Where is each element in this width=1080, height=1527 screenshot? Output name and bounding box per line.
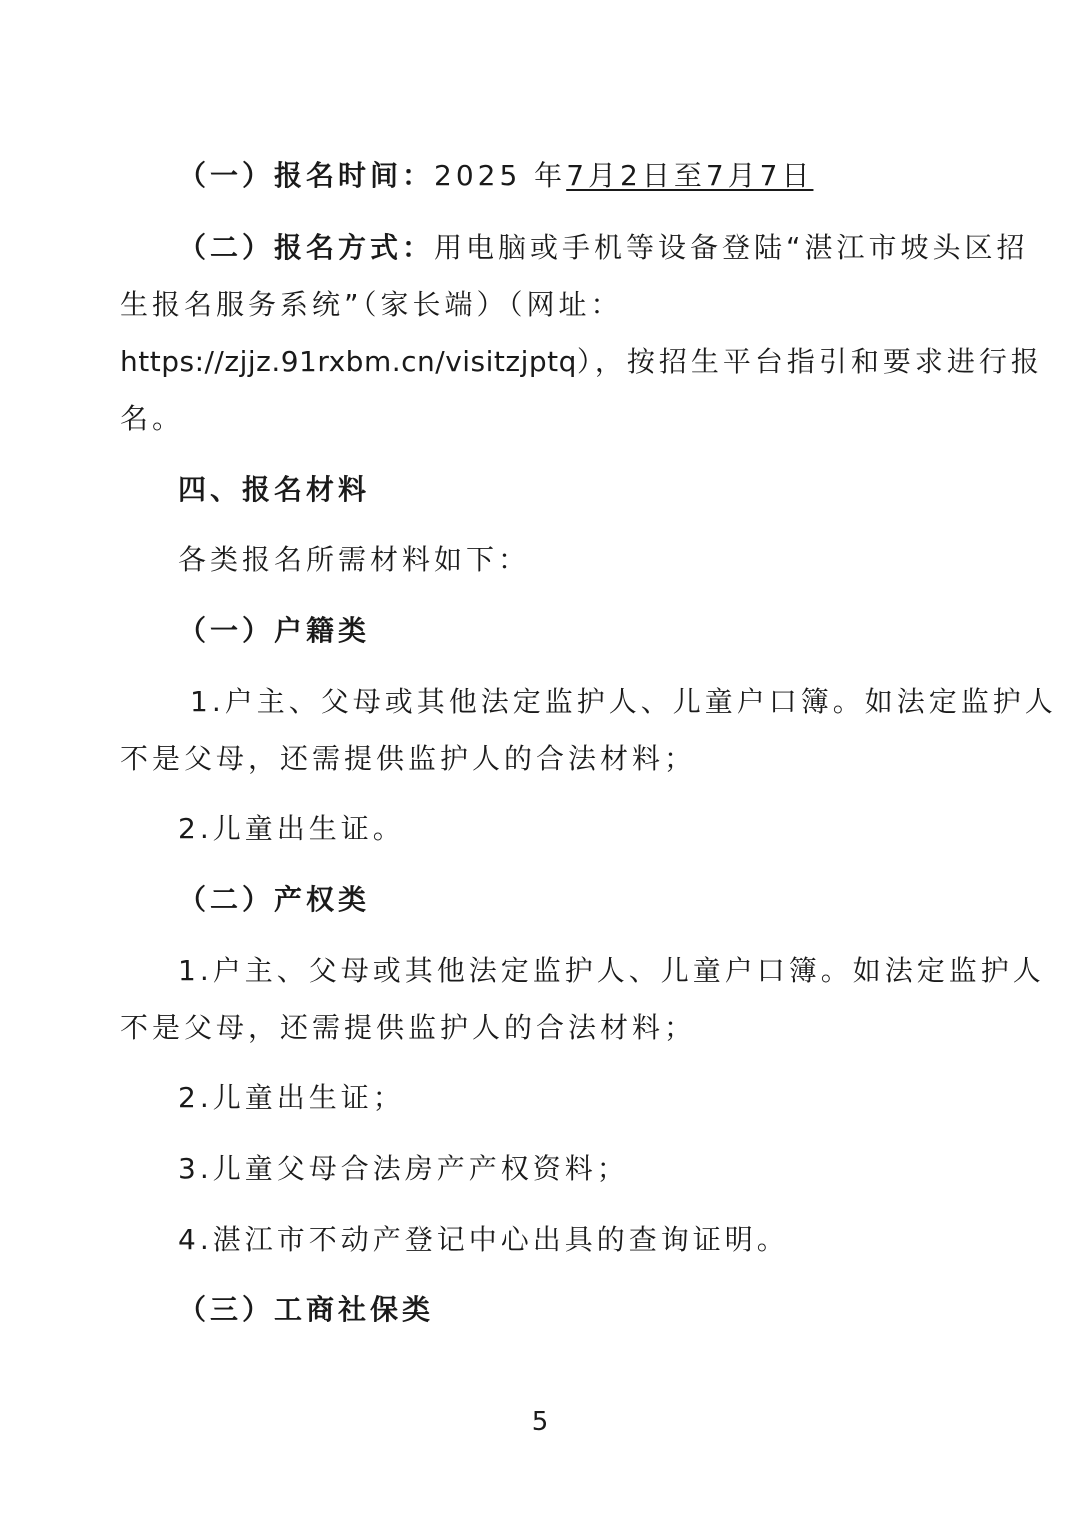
property-item-2: 2.儿童出生证； [178,1081,405,1114]
section-heading-materials: 四、报名材料 [178,473,371,506]
household-item-1-line-2: 不是父母，还需提供监护人的合法材料； [120,742,697,775]
materials-intro: 各类报名所需材料如下： [178,543,531,576]
registration-method-text-1: 用电脑或手机等设备登陆“湛江市坡头区招 [434,231,1029,264]
registration-method-line-1 [178,228,1029,268]
property-item-3: 3.儿童父母合法房产产权资料； [178,1152,629,1185]
registration-method-line-4: 名。 [120,402,185,435]
registration-time-line [178,156,813,196]
page-number: 5 [531,1407,549,1437]
registration-date-range: 7月2日至7月7日 [566,159,814,192]
property-item-4: 4.湛江市不动产登记中心出具的查询证明。 [178,1223,789,1256]
subheading-household: （一）户籍类 [178,614,371,647]
registration-url[interactable]: https://zjjz.91rxbm.cn/visitzjptq [120,345,577,378]
property-item-1-line-2: 不是父母，还需提供监护人的合法材料； [120,1011,697,1044]
registration-time-label: （一）报名时间： [178,159,435,192]
subheading-business-social-security: （三）工商社保类 [178,1293,435,1326]
registration-method-label: （二）报名方式： [178,231,435,264]
subheading-property: （二）产权类 [178,883,371,916]
registration-method-line-2: 生报名服务系统”（家长端）（网址： [120,288,623,321]
registration-year: 2025 年 [434,159,567,192]
household-item-1-line-1: 1.户主、父母或其他法定监护人、儿童户口簿。如法定监护人 [190,685,1057,718]
registration-method-text-3: ），按招生平台指引和要求进行报 [576,345,1043,378]
registration-method-line-3 [120,342,1043,382]
property-item-1-line-1: 1.户主、父母或其他法定监护人、儿童户口簿。如法定监护人 [178,954,1045,987]
household-item-2: 2.儿童出生证。 [178,812,405,845]
